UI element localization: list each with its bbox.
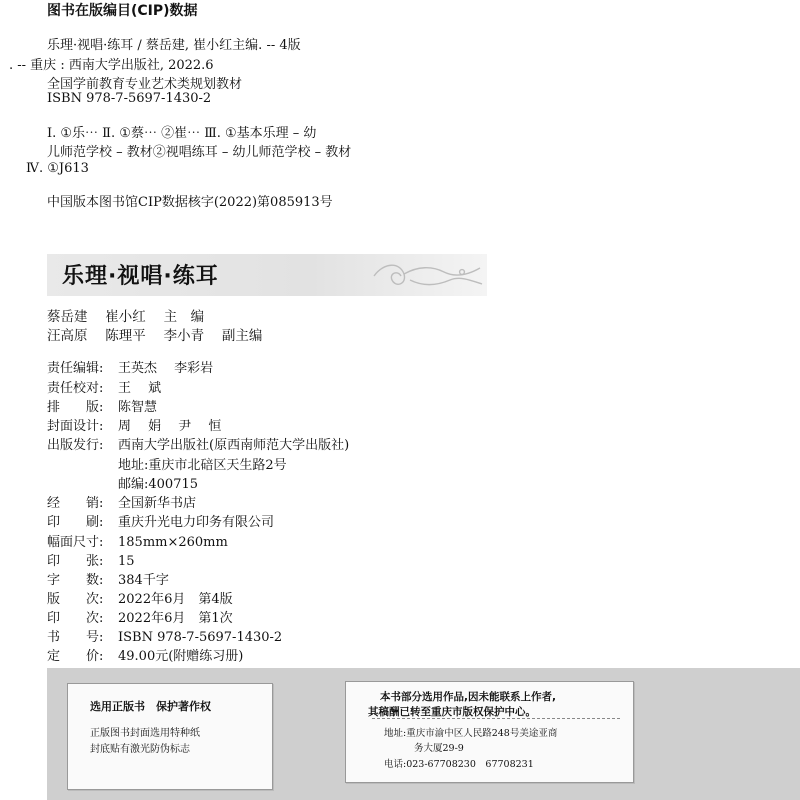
cip-classification-line: 儿师范学校 – 教材②视唱练耳 – 幼儿师范学校 – 教材 [47, 145, 352, 160]
book-title: 乐理·视唱·练耳 [62, 264, 219, 289]
info-row-distributor: 经 销: 全国新华书店 [47, 496, 197, 511]
cip-series-line: 全国学前教育专业艺术类规划教材 [47, 77, 243, 92]
info-row-cover-design: 封面设计: 周 娟 尹 恒 [47, 419, 222, 434]
publisher-postcode: 邮编:400715 [118, 477, 199, 492]
copyright-notice-line: 本书部分选用作品,因未能联系上作者, [380, 691, 556, 703]
cip-heading: 图书在版编目(CIP)数据 [47, 3, 198, 19]
deputy-editors: 汪高原 陈理平 李小青 副主编 [47, 328, 263, 344]
cip-classification-line: Ⅰ. ①乐⋯ Ⅱ. ①蔡⋯ ②崔⋯ Ⅲ. ①基本乐理 – 幼 [47, 126, 317, 141]
chief-editors: 蔡岳建 崔小红 主 编 [47, 309, 205, 325]
info-row-printer: 印 刷: 重庆升光电力印务有限公司 [47, 515, 275, 530]
info-row-publisher: 出版发行: 西南大学出版社(原西南师范大学出版社) [47, 438, 350, 453]
cip-classification-line: Ⅳ. ①J613 [26, 161, 89, 176]
cip-title-line: 乐理·视唱·练耳 / 蔡岳建, 崔小红主编. -- 4版 [47, 38, 301, 53]
publisher-address: 地址:重庆市北碚区天生路2号 [118, 458, 287, 473]
info-row-price: 定 价: 49.00元(附赠练习册) [47, 649, 244, 664]
info-row-word-count: 字 数: 384千字 [47, 573, 169, 588]
anti-piracy-heading: 选用正版书 保护著作权 [90, 700, 211, 713]
cip-record-number: 中国版本图书馆CIP数据核字(2022)第085913号 [47, 195, 333, 210]
info-row-isbn: 书 号: ISBN 978-7-5697-1430-2 [47, 630, 283, 645]
copyright-center-phone: 电话:023-67708230 67708231 [384, 759, 534, 770]
info-row-sheets: 印 张: 15 [47, 554, 135, 569]
swirl-ornament-icon [370, 258, 485, 294]
info-row-printing: 印 次: 2022年6月 第1次 [47, 611, 233, 626]
info-row-typesetting: 排 版: 陈智慧 [47, 400, 158, 415]
info-row-edition: 版 次: 2022年6月 第4版 [47, 592, 233, 607]
copyright-center-address: 地址:重庆市渝中区人民路248号美途亚商 [384, 728, 558, 739]
divider [372, 718, 620, 719]
info-row-editor: 责任编辑: 王英杰 李彩岩 [47, 361, 214, 376]
info-row-format: 幅面尺寸: 185mm×260mm [47, 535, 228, 550]
copyright-center-address: 务大厦29-9 [414, 743, 464, 754]
info-row-proofreader: 责任校对: 王 斌 [47, 381, 162, 396]
cip-publisher-line: . -- 重庆 : 西南大学出版社, 2022.6 [9, 58, 214, 73]
cip-isbn-line: ISBN 978-7-5697-1430-2 [47, 91, 212, 106]
anti-piracy-note: 封底贴有激光防伪标志 [90, 744, 190, 755]
anti-piracy-note: 正版图书封面选用特种纸 [90, 728, 200, 739]
copyright-notice-line: 其稿酬已转至重庆市版权保护中心。 [368, 706, 536, 718]
